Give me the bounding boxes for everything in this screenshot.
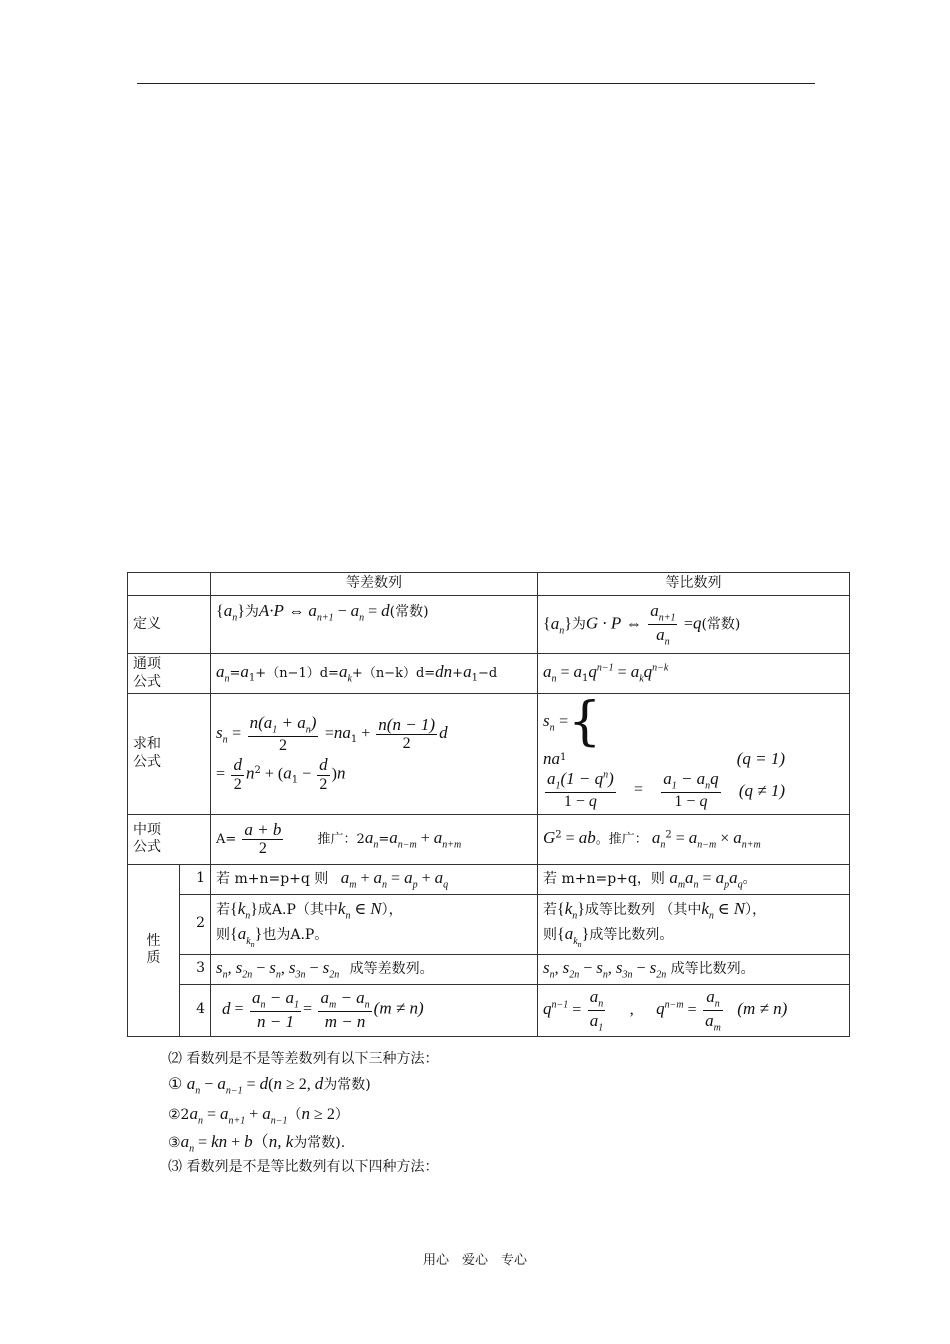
- row-definition: [128, 596, 850, 654]
- geo-def-ratio: $\frac{a_{n+1}}{a_n}$: [650, 601, 676, 648]
- notes-line-arith-title: ⑵ 看数列是不是等差数列有以下三种方法：: [168, 1051, 439, 1067]
- arith-prop-1: 若 m+n=p+q 则 $a_m + a_n = a_p + a_q$: [211, 864, 538, 894]
- page-footer: 用心 爱心 专心: [422, 1253, 527, 1268]
- arith-definition: $\{a_n\}$为A·P ⇔ $a_{n+1} - a_n = d$(常数): [211, 596, 538, 654]
- row-middle-term: [128, 814, 850, 864]
- geo-middle-term: $G^2$ = ab。推广： $a_n^2 = a_{n-m} \times a_{n+m}$: [538, 814, 850, 864]
- geo-general-term: $a_n = a_1q^{n-1} = a_kq^{n-k}$: [538, 654, 850, 694]
- prop-num-4: 4: [180, 984, 211, 1036]
- prop-num-2: 2: [180, 894, 211, 954]
- notes-line-geo-title: ⑶ 看数列是不是等比数列有以下四种方法：: [168, 1159, 439, 1176]
- col-head-geometric: 等比数列: [538, 573, 850, 596]
- row-head-property: 性 质: [128, 864, 180, 1036]
- prop-num-1: 1: [180, 864, 211, 894]
- arith-sum: $s_n$ = $\frac{n(a_1 + a_n)}{2}$ $=na_1$ + $\frac{n(n - 1)}{2}$ d = $\frac{d}{2}$ $n^2 + (a_1$ − $\frac{d}{2}$ )n: [211, 694, 538, 815]
- method-notes: [168, 1048, 438, 1176]
- arith-middle-term: A= $\frac{a + b}{2}$ 推广：$2a_n=a_{n-m} + a_{n+m}$: [211, 814, 538, 864]
- arith-general-term: $a_n=a_1+(n-1)d=a_k+(n-k)d=dn+a_1-d$: [211, 654, 538, 694]
- geo-prop-3: $s_n$, $s_{2n} - s_n$, $s_{3n} - s_{2n}$ 成等比数列。: [538, 954, 850, 984]
- row-head-middle-term: 中项 公式: [128, 814, 211, 864]
- geo-prop-4: $q^{n-1}$ = $\frac{a_n}{a_1}$ , $q^{n-m}$ = $\frac{a_n}{a_m}$ (m ≠ n): [538, 984, 850, 1036]
- row-general-term: [128, 654, 850, 694]
- prop-num-3: 3: [180, 954, 211, 984]
- row-head-sum: 求和 公式: [128, 694, 211, 815]
- arith-prop-4: d = $\frac{a_n - a_1}{n - 1}$ = $\frac{a_m - a_n}{m - n}$ (m ≠ n): [211, 984, 538, 1036]
- header-rule: [137, 83, 815, 84]
- row-property-1: [128, 864, 850, 894]
- table-header-row: [128, 573, 850, 596]
- row-head-general-term: 通项 公式: [128, 654, 211, 694]
- notes-method-3: $③a_n$ = kn + b（n, k为常数).: [168, 1131, 346, 1155]
- arith-prop-2: 若$\{k_n\}$成A.P（其中$k_n$ ∈ N）， 则$\{a_{k_n}\}$也为A.P。: [211, 894, 538, 954]
- geo-definition: $\{a_n\}$为G · P ⇔ $\frac{a_{n+1}}{a_n}$ =q(常数): [538, 596, 850, 654]
- geo-sum: $s_n$ ={ na 1 (q = 1) $\frac{a_1(1 - q^n)}{1 - q}$ = $\frac{a_1 - a_nq}{1 - q}$ (q ≠ 1): [538, 694, 850, 815]
- corner-cell: [128, 573, 211, 596]
- geo-prop-2: 若$\{k_n\}$成等比数列 （其中$k_n$ ∈ N）， 则$\{a_{k_n}\}$成等比数列。: [538, 894, 850, 954]
- row-property-2: [128, 894, 850, 954]
- row-sum: [128, 694, 850, 815]
- sequence-comparison-table: [127, 572, 850, 1037]
- notes-method-2: $②2a_n = a_{n+1} + a_{n-1}(n \ge 2)$: [168, 1104, 349, 1127]
- col-head-arithmetic: 等差数列: [211, 573, 538, 596]
- notes-method-1: ① $a_n - a_{n-1} = d(n \ge 2$, d为常数): [168, 1074, 371, 1097]
- row-property-3: [128, 954, 850, 984]
- geo-prop-1: 若 m+n=p+q，则 $a_ma_n = a_pa_q$。: [538, 864, 850, 894]
- arith-prop-3: $s_n$, $s_{2n} - s_n$, $s_{3n} - s_{2n}$ 成等差数列。: [211, 954, 538, 984]
- row-property-4: [128, 984, 850, 1036]
- row-head-definition: 定义: [128, 596, 211, 654]
